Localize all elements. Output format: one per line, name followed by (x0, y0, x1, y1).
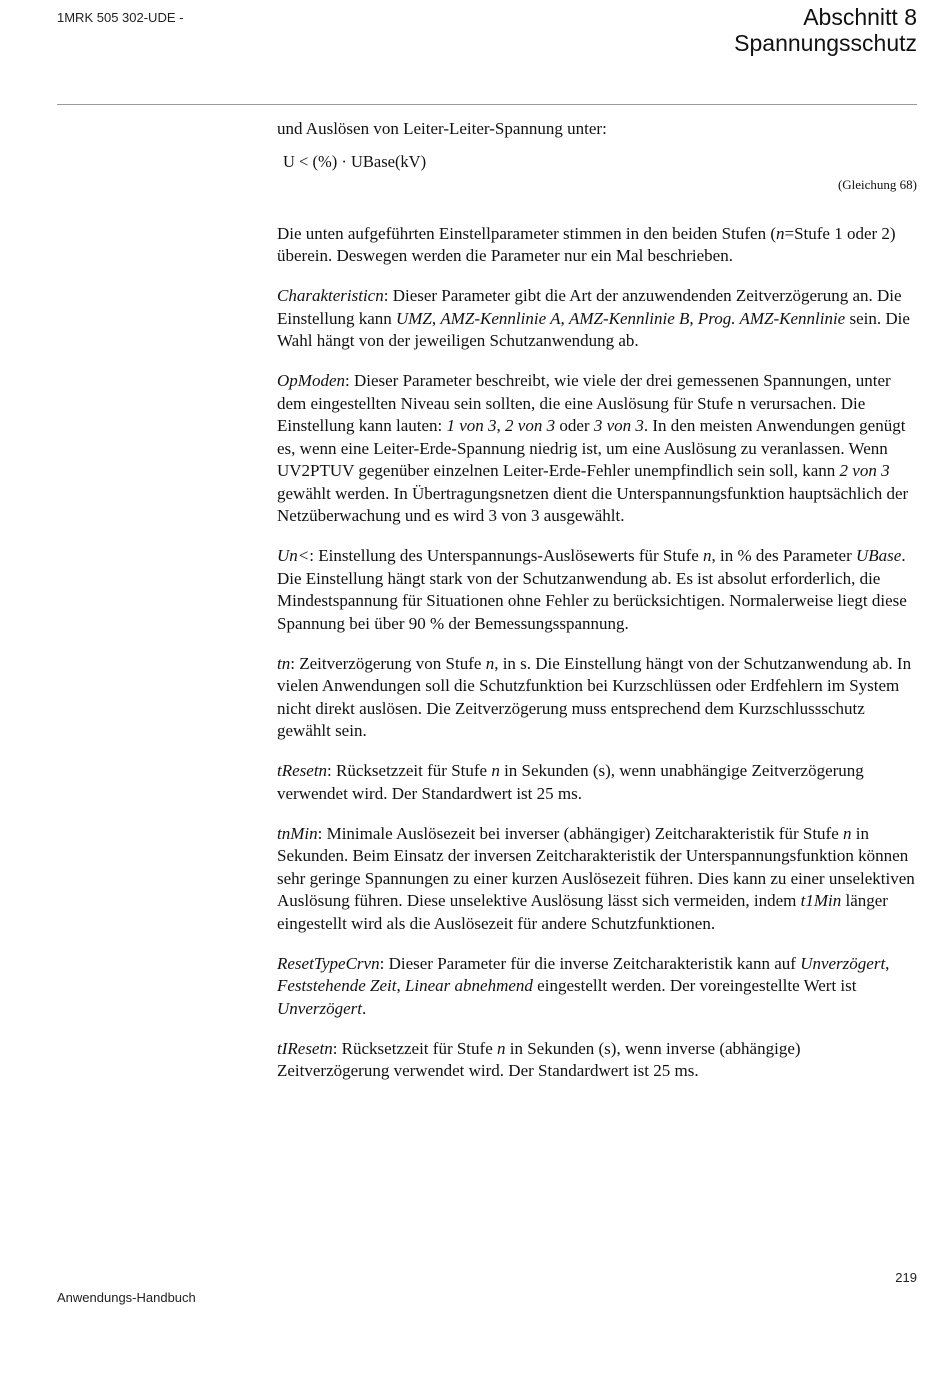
equation-label: (Gleichung 68) (837, 176, 917, 192)
variable-n: n (775, 223, 785, 243)
section-number: Abschnitt 8 (803, 4, 917, 30)
italic-term: n (496, 1038, 506, 1058)
manual-name: Anwendungs-Handbuch (57, 1290, 196, 1305)
formula: U < (%) · UBase(kV) (283, 151, 427, 171)
parameter-paragraph: Charakteristicn: Dieser Parameter gibt die Art der anzuwendenden Zeitverzögerung an. Die Einstellung kann UMZ, AMZ-Kennlinie A, AMZ-Kennlinie B, Prog. AMZ-Kennlinie sein. Die Wahl hängt von der jeweiligen Schutzanwendung ab. (277, 286, 910, 350)
parameter-paragraph: OpModen: Dieser Parameter beschreibt, wie viele der drei gemessenen Spannungen, unter dem eingestellten Niveau sein sollten, die eine Auslösung für Stufe n verursachen. Die Einstellung kann lauten: 1 von 3, 2 von 3 oder 3 von 3. In den meisten Anwendungen genügt es, wenn eine Leiter-Erde-Spannung niedrig ist, um eine Auslösung zu veranlassen. Wenn UV2PTUV gegenüber einzelnen Leiter-Erde-Fehler unempfindlich sein soll, kann 2 von 3 gewählt werden. In Übertragungsnetzen dient die Unterspannungsfunktion hauptsächlich der Netzüberwachung und es wird 3 von 3 ausgewählt. (277, 371, 909, 525)
section-title: Spannungsschutz (734, 30, 917, 56)
italic-term: AMZ-Kennlinie A (440, 308, 561, 328)
parameter-paragraph: tnMin: Minimale Auslösezeit bei inverser (abhängiger) Zeitcharakteristik für Stufe n in Sekunden. Beim Einsatz der inversen Zeitcharakteristik der Unterspannungsfunktion können sehr geringe Spannungen zu einer kurzen Auslösezeit führen. Dies kann zu einer unselektiven Auslösung führen. Diese unselektive Auslösung lässt sich vermeiden, indem t1Min länger eingestellt wird als die Auslösezeit für andere Schutzfunktionen. (277, 823, 915, 933)
italic-term: Unverzögert (800, 953, 886, 973)
parameter-list (277, 285, 917, 1083)
parameter-name: tResetn (277, 761, 328, 780)
italic-term: 1 von 3 (446, 416, 497, 435)
parameter-name: tIResetn (277, 1038, 333, 1058)
page-number: 219 (895, 1270, 917, 1285)
parameter-name: tn (277, 653, 291, 673)
italic-term: UBase (855, 546, 902, 565)
parameter-name: tnMin (277, 823, 318, 843)
section-heading (734, 4, 917, 56)
italic-term: 2 von 3 (839, 461, 890, 480)
parameter-name: Un< (277, 546, 310, 565)
italic-term: n (485, 653, 495, 673)
parameter-name: OpModen (277, 371, 345, 390)
italic-term: UMZ (395, 308, 432, 328)
italic-term: t1Min (800, 891, 842, 910)
intro-paragraph: und Auslösen von Leiter-Leiter-Spannung unter: (277, 119, 607, 138)
parameter-paragraph: tIResetn: Rücksetzzeit für Stufe n in Sekunden (s), wenn inverse (abhängige) Zeitverzögerung verwendet wird. Der Standardwert ist 25 ms. (277, 1038, 801, 1080)
italic-term: n (843, 823, 852, 843)
general-paragraph: Die unten aufgeführten Einstellparameter stimmen in den beiden Stufen (n=Stufe 1 oder 2) überein. Deswegen werden die Parameter nur ein Mal beschrieben. (277, 223, 896, 265)
italic-term: Linear abnehmend (404, 976, 533, 995)
parameter-name: ResetTypeCrvn (277, 953, 380, 973)
parameter-paragraph: tResetn: Rücksetzzeit für Stufe n in Sekunden (s), wenn unabhängige Zeitverzögerung verwendet wird. Der Standardwert ist 25 ms. (277, 761, 864, 803)
italic-term: Unverzögert (277, 998, 362, 1018)
italic-term: 3 von 3 (593, 416, 644, 435)
header-rule (57, 104, 917, 105)
italic-term: Prog. AMZ-Kennlinie (697, 308, 846, 328)
italic-term: AMZ-Kennlinie B (568, 308, 690, 328)
italic-term: n (491, 761, 500, 780)
parameter-paragraph: Un<: Einstellung des Unterspannungs-Auslösewerts für Stufe n, in % des Parameter UBase. Die Einstellung hängt stark von der Schutzanwendung ab. Es ist absolut erforderlich, die Mindestspannung für Situationen ohne Fehler zu berücksichtigen. Normalerweise liegt diese Spannung bei über 90 % der Bemessungsspannung. (277, 546, 907, 633)
italic-term: Feststehende Zeit (277, 976, 397, 995)
italic-term: n (703, 546, 712, 565)
parameter-paragraph: tn: Zeitverzögerung von Stufe n, in s. Die Einstellung hängt von der Schutzanwendung ab. In vielen Anwendungen soll die Schutzfunktion bei Kurzschlüssen oder Erdfehlern im System nicht direkt auslösen. Die Zeitverzögerung muss entsprechend dem Kurzschlussschutz gewählt sein. (277, 653, 912, 740)
parameter-name: Charakteristicn (277, 286, 384, 305)
main-content (277, 118, 917, 1100)
italic-term: 2 von 3 (505, 416, 556, 435)
parameter-paragraph: ResetTypeCrvn: Dieser Parameter für die inverse Zeitcharakteristik kann auf Unverzögert, Feststehende Zeit, Linear abnehmend eingestellt werden. Der voreingestellte Wert ist Unverzögert. (277, 953, 890, 1018)
doc-id: 1MRK 505 302-UDE - (57, 10, 184, 25)
